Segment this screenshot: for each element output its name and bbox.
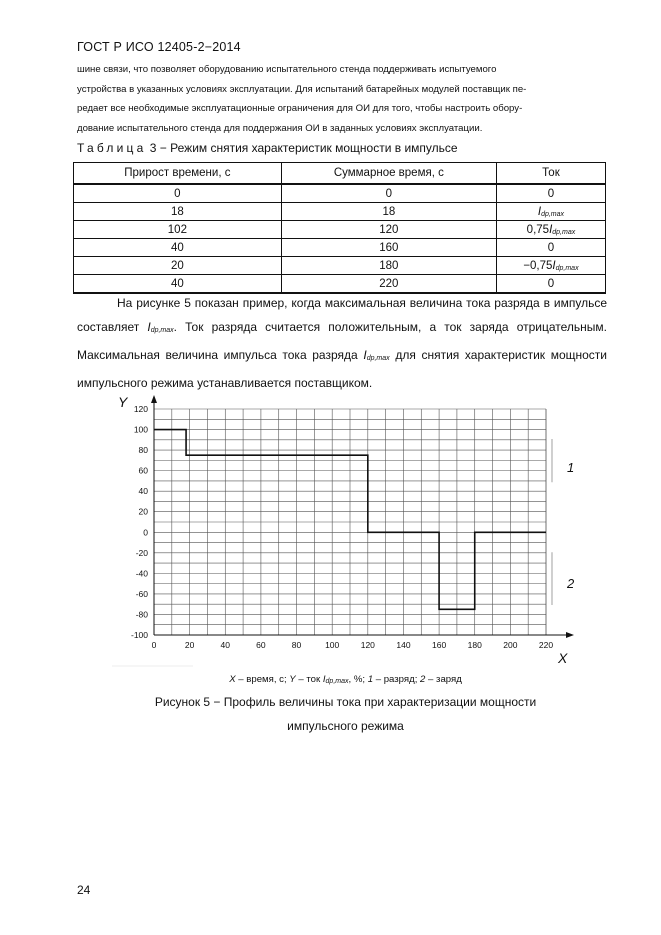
y-tick-label: 0 bbox=[143, 527, 148, 538]
table-caption-word: Таблица bbox=[77, 141, 147, 155]
cell-time-increment: 20 bbox=[74, 257, 282, 275]
page-number: 24 bbox=[77, 883, 91, 897]
x-tick-label: 60 bbox=[256, 640, 266, 650]
figure-caption bbox=[0, 690, 661, 738]
figure-caption-line: Рисунок 5 − Профиль величины тока при характеризации мощности bbox=[154, 695, 537, 709]
x-tick-label: 200 bbox=[503, 640, 518, 650]
cell-total-time: 0 bbox=[281, 184, 496, 203]
cell-total-time: 18 bbox=[281, 203, 496, 221]
cell-total-time: 120 bbox=[281, 221, 496, 239]
table-row bbox=[74, 257, 606, 275]
x-tick-label: 0 bbox=[151, 640, 157, 650]
document-header: ГОСТ Р ИСО 12405-2−2014 bbox=[77, 40, 241, 54]
cell-total-time: 180 bbox=[281, 257, 496, 275]
body-text-part: для снятия характеристик мощности импульсного режима устанавливается поставщиком. bbox=[77, 348, 607, 390]
x-tick-label: 80 bbox=[291, 640, 302, 650]
cell-current: 0 bbox=[496, 184, 605, 203]
y-tick-label: 80 bbox=[138, 445, 148, 456]
x-tick-label: 140 bbox=[396, 640, 411, 650]
table-row bbox=[74, 239, 606, 257]
x-tick-label: 120 bbox=[360, 640, 375, 650]
y-axis-label: Y bbox=[118, 394, 128, 410]
y-tick-label: -100 bbox=[130, 630, 148, 640]
symbol-idpmax: $I_{dp,max}$ bbox=[147, 320, 174, 334]
cell-time-increment: 0 bbox=[74, 184, 282, 203]
x-axis-arrow bbox=[566, 632, 574, 638]
x-tick-label: 220 bbox=[538, 640, 554, 650]
column-header-t: Суммарное время, с bbox=[281, 163, 496, 185]
y-tick-label: 40 bbox=[138, 486, 148, 497]
x-axis-label: X bbox=[558, 650, 568, 666]
table-caption-text: 3 − Режим снятия характеристик мощности в импульсе bbox=[149, 141, 458, 155]
cell-total-time: 220 bbox=[281, 275, 496, 294]
figure-caption-line: импульсного режима bbox=[287, 719, 404, 733]
column-header-current: Ток bbox=[496, 163, 605, 185]
x-tick-label: 160 bbox=[431, 640, 447, 650]
table-caption bbox=[77, 141, 458, 155]
table-row bbox=[74, 184, 606, 203]
cell-time-increment: 40 bbox=[74, 239, 282, 257]
figure-legend: X – время, с; Y – ток $I_{dp,max}$, %; 1 – разряд; 2 – заряд bbox=[229, 674, 462, 685]
y-tick-label: 120 bbox=[133, 404, 148, 414]
annotation-discharge: 1 bbox=[567, 460, 575, 475]
x-tick-label: 40 bbox=[220, 640, 231, 650]
body-text-part: На рисунке 5 показан пример, когда максимальная величина тока разряда в импульсе составляет bbox=[77, 296, 607, 334]
cell-total-time: 160 bbox=[281, 239, 496, 257]
intro-line: редает все необходимые эксплуатационные ограничения для ОИ для того, чтобы настроить обору- bbox=[77, 103, 523, 114]
body-paragraph-text bbox=[77, 291, 607, 395]
y-tick-label: 100 bbox=[133, 424, 148, 435]
annotation-charge: 2 bbox=[567, 576, 575, 591]
pulse-mode-table bbox=[73, 162, 606, 294]
cell-current: 0 bbox=[496, 275, 605, 294]
symbol-idpmax: $I_{dp,max}$ bbox=[363, 348, 390, 362]
y-tick-label: -20 bbox=[135, 547, 148, 558]
intro-paragraph bbox=[77, 60, 607, 138]
cell-time-increment: 40 bbox=[74, 275, 282, 294]
y-tick-label: -60 bbox=[135, 588, 148, 599]
body-paragraph bbox=[77, 291, 607, 395]
x-tick-label: 100 bbox=[325, 640, 340, 650]
cell-current: 0 bbox=[496, 239, 605, 257]
x-tick-label: 180 bbox=[467, 640, 482, 650]
y-tick-label: -40 bbox=[135, 568, 148, 579]
cell-time-increment: 18 bbox=[74, 203, 282, 221]
cell-current: $-0,75I_{dp,max}$ bbox=[496, 257, 605, 275]
y-tick-label: 20 bbox=[138, 506, 148, 517]
cell-current: $I_{dp,max}$ bbox=[496, 203, 605, 221]
x-tick-label: 20 bbox=[184, 640, 195, 650]
current-profile-chart bbox=[0, 385, 661, 675]
body-text-part: . Ток разряда считается положительным, а ток заряда отрицательным. Максимальная величина импульса тока разряда bbox=[77, 320, 607, 362]
y-tick-label: 60 bbox=[138, 465, 148, 476]
intro-line: дование испытательного стенда для поддержания ОИ в заданных условиях эксплуатации. bbox=[77, 122, 483, 134]
table-row bbox=[74, 221, 606, 239]
column-header-dt: Прирост времени, с bbox=[74, 163, 282, 185]
intro-line: устройства в указанных условиях эксплуатации. Для испытаний батарейных модулей поставщик пе- bbox=[77, 83, 527, 95]
y-axis-arrow bbox=[151, 395, 157, 403]
table-row bbox=[74, 203, 606, 221]
y-tick-label: -80 bbox=[135, 609, 148, 620]
cell-current: $0,75I_{dp,max}$ bbox=[496, 221, 605, 239]
intro-line: шине связи, что позволяет оборудованию испытательного стенда поддерживать испытуемого bbox=[77, 64, 497, 75]
cell-time-increment: 102 bbox=[74, 221, 282, 239]
